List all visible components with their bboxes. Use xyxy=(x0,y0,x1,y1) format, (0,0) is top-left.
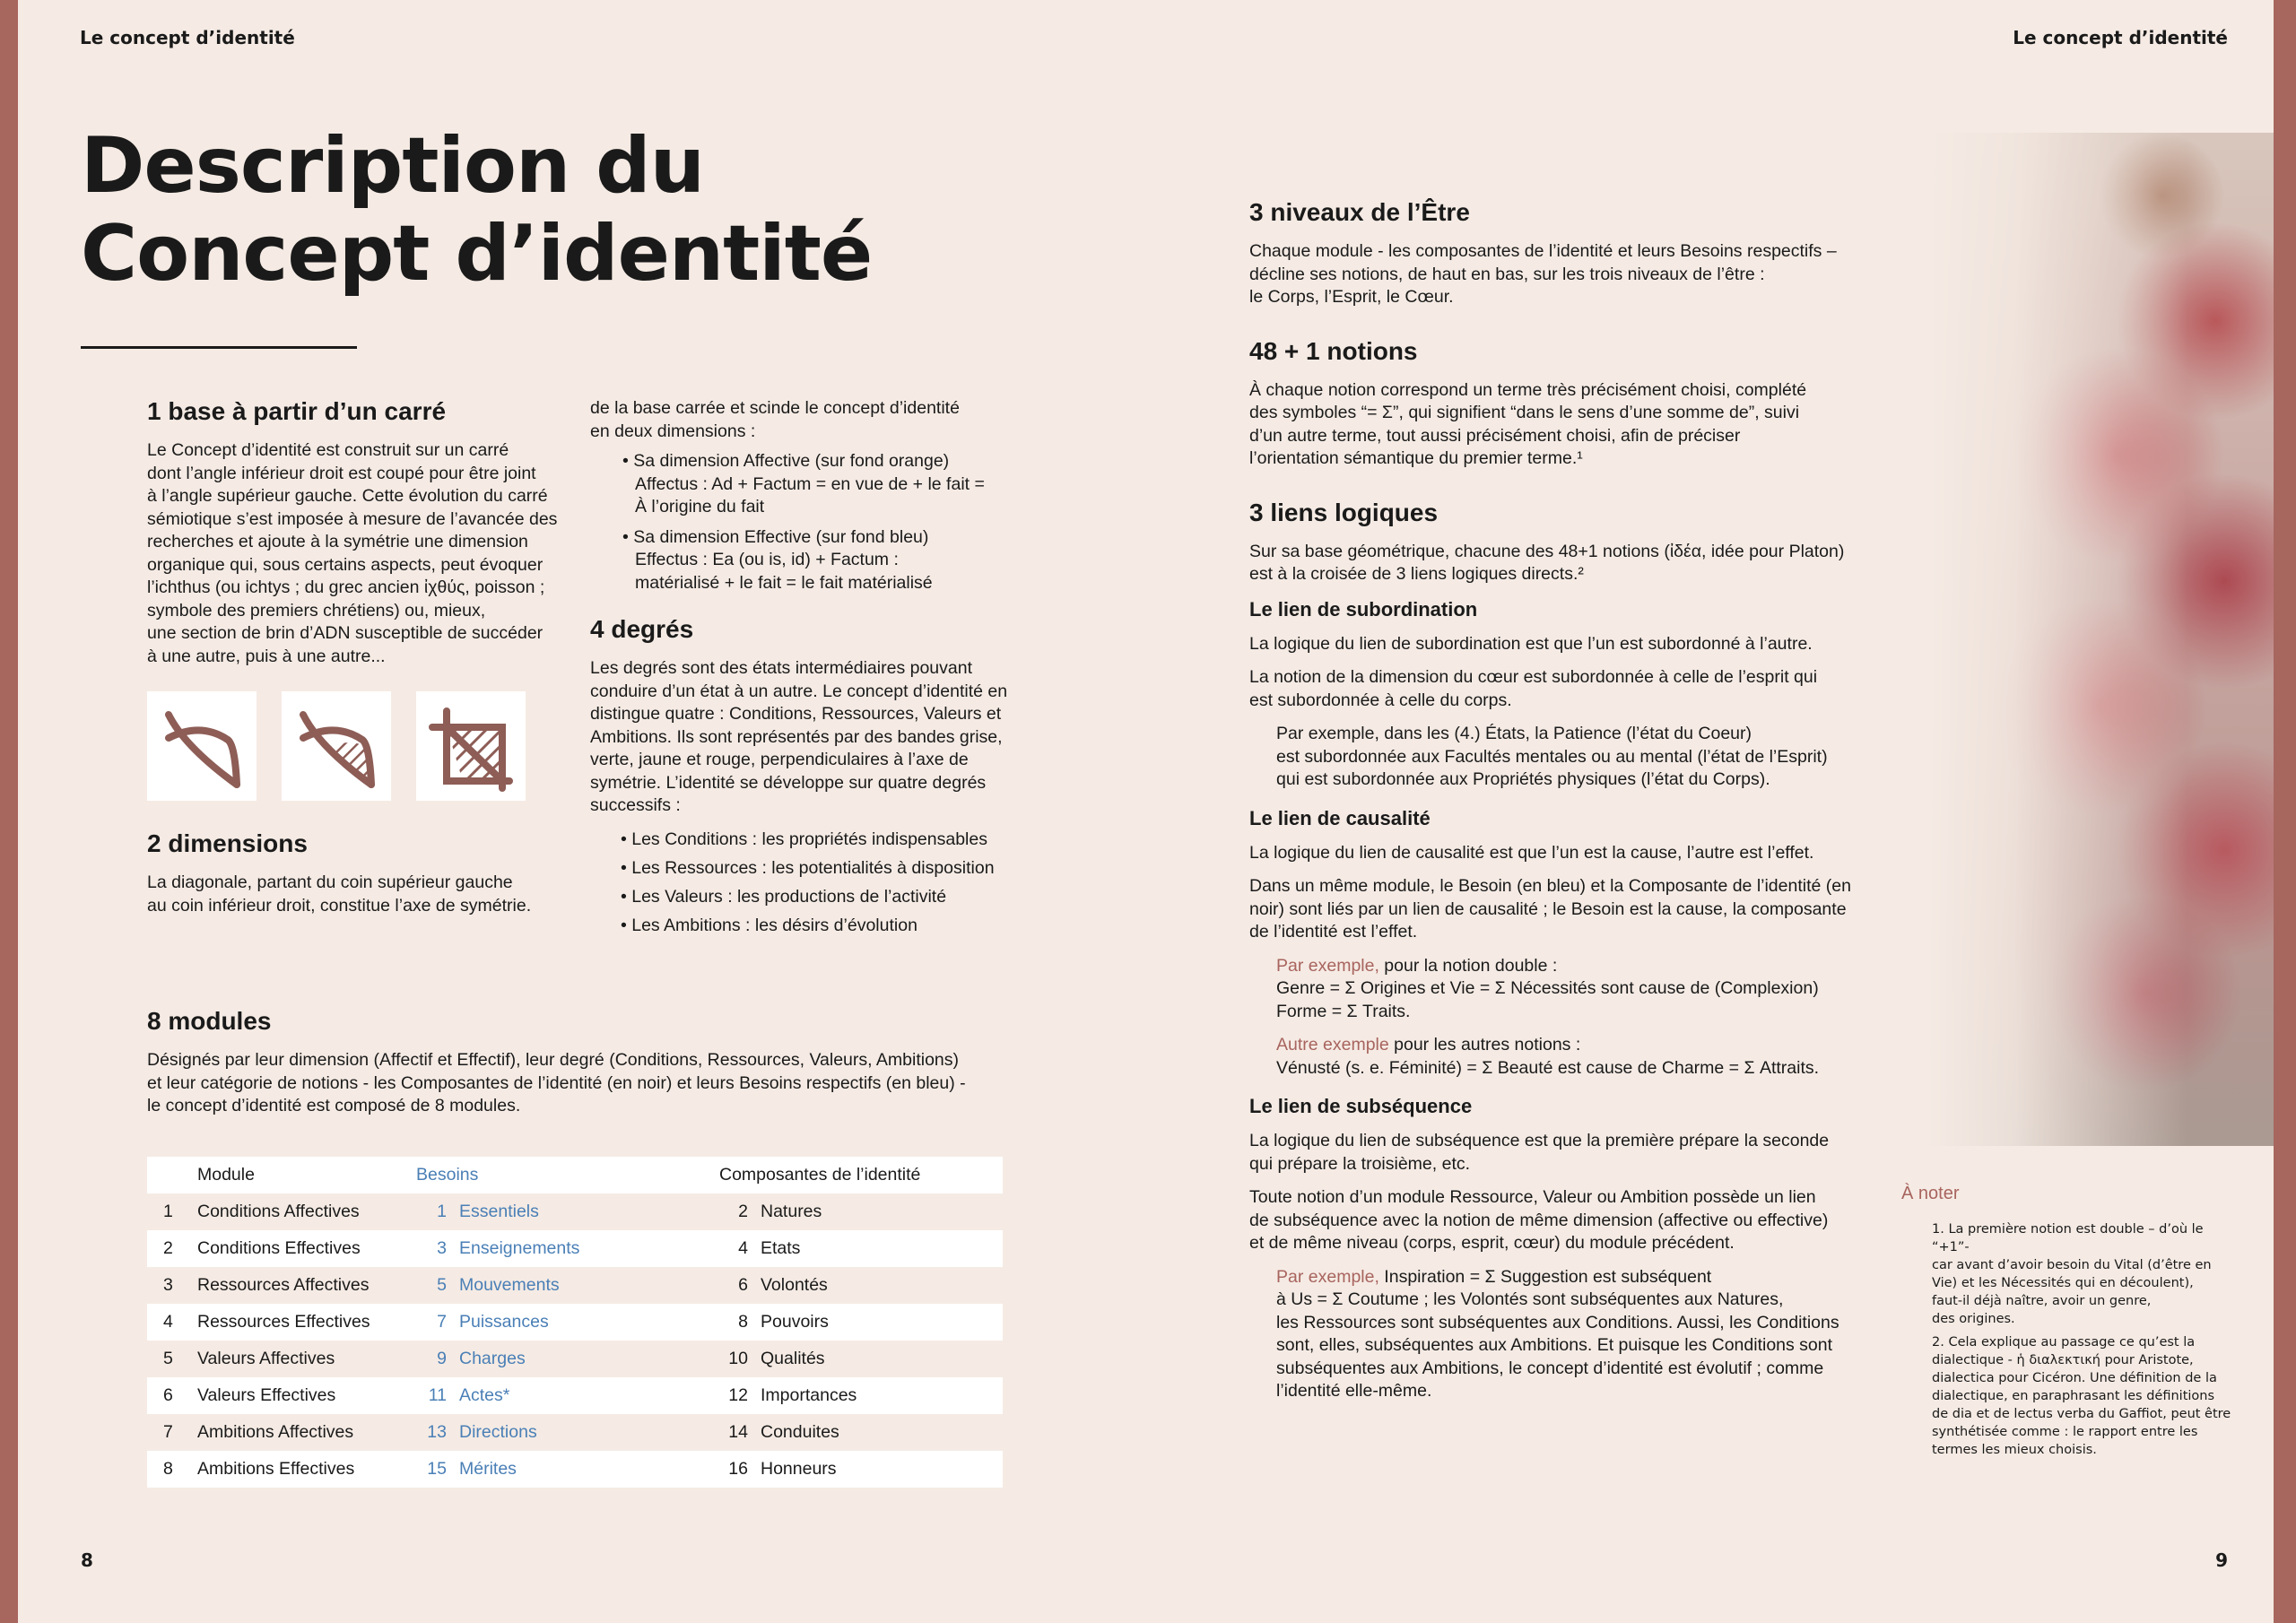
s4-line: Les degrés sont des états intermédiaires pouvant xyxy=(590,658,973,678)
row-number: 8 xyxy=(163,1459,173,1479)
modules-table xyxy=(147,1157,1003,1488)
cau-line: noir) sont liés par un lien de causalité ; le Besoin est la cause, la composante xyxy=(1249,898,1847,919)
row-number: 5 xyxy=(163,1349,173,1368)
row-comp-number: 12 xyxy=(728,1385,748,1405)
s2-line: au coin inférieur droit, constitue l’axe de symétrie. xyxy=(147,895,532,916)
row-comp-number: 10 xyxy=(728,1349,748,1368)
row-comp-number: 6 xyxy=(738,1275,748,1295)
note-line: dialectique, en paraphrasant les définitions xyxy=(1932,1389,2215,1403)
row-module: Ressources Affectives xyxy=(197,1275,370,1295)
row-besoin: Mérites xyxy=(459,1459,517,1479)
s1-line: une section de brin d’ADN susceptible de succéder xyxy=(147,623,544,643)
r2-line: des symboles “= Σ”, qui signifient “dans le sens d’une somme de”, suivi xyxy=(1249,403,1800,422)
note-line: des origines. xyxy=(1932,1312,2015,1326)
sub-line: est subordonnée à celle du corps. xyxy=(1249,690,1512,710)
note-line: 2. Cela explique au passage ce qu’est la xyxy=(1932,1335,2196,1350)
s4-line: symétrie. L’identité se développe sur quatre degrés xyxy=(590,772,987,793)
hatched-square-icon xyxy=(416,691,526,801)
s1-title: 1 base à partir d’un carré xyxy=(147,397,447,425)
row-number: 2 xyxy=(163,1238,173,1258)
row-comp-number: 14 xyxy=(728,1422,748,1442)
photo-fade xyxy=(1928,133,2274,1146)
row-besoin-number: 1 xyxy=(437,1202,447,1221)
row-composante: Etats xyxy=(761,1238,801,1258)
note-2 xyxy=(1901,1333,2233,1459)
seq-ex-line: les Ressources sont subséquentes aux Conditions. Aussi, les Conditions xyxy=(1276,1312,1839,1332)
page-number-right: 9 xyxy=(2215,1549,2228,1571)
table-header xyxy=(147,1157,1003,1193)
s4-line: verte, jaune et rouge, perpendiculaires à l’axe de xyxy=(590,750,969,769)
section-2-dimensions xyxy=(147,829,569,928)
row-composante: Qualités xyxy=(761,1349,825,1368)
row-besoin: Actes* xyxy=(459,1385,510,1405)
section-1-base xyxy=(147,396,569,679)
cau-line: Dans un même module, le Besoin (en bleu) et la Composante de l’identité (en xyxy=(1249,876,1851,896)
causalite-p2 xyxy=(1249,875,1868,944)
r2-line: À chaque notion correspond un terme très précisément choisi, complété xyxy=(1249,379,1807,400)
seq-line: qui prépare la troisième, etc. xyxy=(1249,1153,1471,1174)
row-besoin-number: 15 xyxy=(427,1459,447,1479)
section-dimensions-cont xyxy=(590,397,1039,940)
note-line: synthétisée comme : le rapport entre les xyxy=(1932,1425,2198,1439)
table-row xyxy=(147,1230,1003,1267)
sub-ex-line: est subordonnée aux Facultés mentales ou au mental (l’état de l’Esprit) xyxy=(1276,746,1828,767)
row-module: Ambitions Affectives xyxy=(197,1422,354,1442)
s4-line: successifs : xyxy=(590,795,681,815)
row-composante: Natures xyxy=(761,1202,822,1221)
subordination-example xyxy=(1249,723,1868,792)
example-label: Autre exemple xyxy=(1276,1035,1389,1055)
example-label: Par exemple, xyxy=(1276,955,1379,976)
dim1-line: • Sa dimension Affective (sur fond orange) xyxy=(622,451,950,471)
row-composante: Conduites xyxy=(761,1422,839,1442)
table-row xyxy=(147,1193,1003,1230)
seq-line: La logique du lien de subséquence est que la première prépare la seconde xyxy=(1249,1131,1830,1150)
table-row xyxy=(147,1267,1003,1304)
s1-line: Le Concept d’identité est construit sur un carré xyxy=(147,440,509,460)
row-comp-number: 16 xyxy=(728,1459,748,1479)
s1-line: l’ichthus (ou ichtys ; du grec ancien ἰχθύς, poisson ; xyxy=(147,577,545,597)
r1-line: Chaque module - les composantes de l’identité et leurs Besoins respectifs – xyxy=(1249,241,1837,261)
header-module: Module xyxy=(197,1165,255,1185)
row-comp-number: 4 xyxy=(738,1238,748,1258)
r3-text xyxy=(1249,541,1868,586)
row-besoin-number: 3 xyxy=(437,1238,447,1258)
table-row xyxy=(147,1304,1003,1341)
s8-text xyxy=(147,1049,1026,1118)
dna-icon xyxy=(282,691,391,801)
s8-line: et leur catégorie de notions - les Composantes de l’identité (en noir) et leurs Besoins respectifs (en bleu) - xyxy=(147,1072,966,1093)
sub-line: La notion de la dimension du cœur est subordonnée à celle de l’esprit qui xyxy=(1249,667,1818,687)
row-besoin-number: 13 xyxy=(427,1422,447,1442)
table-row xyxy=(147,1414,1003,1451)
section-8-modules xyxy=(147,1006,1026,1129)
seq-ex-line: à Us = Σ Coutume ; les Volontés sont subséquentes aux Natures, xyxy=(1276,1289,1784,1309)
s1-text xyxy=(147,439,569,668)
subordination-title: Le lien de subordination xyxy=(1249,597,1478,621)
row-besoin-number: 5 xyxy=(437,1275,447,1295)
fish-icon xyxy=(147,691,257,801)
note-line: de dia et de lectus verba du Gaffiot, peut être xyxy=(1932,1407,2231,1421)
seq-ex-line: sont, elles, subséquentes aux Ambitions. Et puisque les Conditions sont xyxy=(1276,1335,1833,1355)
list-item: • Les Conditions : les propriétés indispensables xyxy=(621,829,987,849)
dim2-line: • Sa dimension Effective (sur fond bleu) xyxy=(622,526,929,547)
r1-line: le Corps, l’Esprit, le Cœur. xyxy=(1249,287,1454,307)
r1-title: 3 niveaux de l’Être xyxy=(1249,198,1470,226)
r3-line: Sur sa base géométrique, chacune des 48+1 notions (ἰδέα, idée pour Platon) xyxy=(1249,541,1845,561)
table-row xyxy=(147,1377,1003,1414)
row-module: Conditions Affectives xyxy=(197,1202,360,1221)
row-comp-number: 8 xyxy=(738,1312,748,1332)
s1-line: recherches et ajoute à la symétrie une dimension xyxy=(147,532,528,551)
note-title: À noter xyxy=(1901,1184,1960,1203)
r3-title: 3 liens logiques xyxy=(1249,498,1439,526)
row-composante: Importances xyxy=(761,1385,857,1405)
s1-line: à une autre, puis à une autre... xyxy=(147,646,386,666)
causalite-title: Le lien de causalité xyxy=(1249,806,1431,829)
r2-title: 48 + 1 notions xyxy=(1249,336,1418,365)
row-comp-number: 2 xyxy=(738,1202,748,1221)
s8-line: Désignés par leur dimension (Affectif et Effectif), leur degré (Conditions, Ressources, Valeurs, Ambitions) xyxy=(147,1050,959,1070)
s1-line: organique qui, sous certains aspects, peut évoquer xyxy=(147,554,544,575)
title-line-1: Description du xyxy=(81,121,704,211)
note-line: 1. La première notion est double – d’où le “+1”- xyxy=(1932,1222,2204,1254)
subsequence-p1 xyxy=(1249,1130,1868,1176)
seq-line: de subséquence avec la notion de même dimension (affective ou effective) xyxy=(1249,1210,1829,1230)
header-besoins: Besoins xyxy=(416,1165,479,1185)
page-number-left: 8 xyxy=(81,1549,93,1571)
s4-line: distingue quatre : Conditions, Ressources, Valeurs et xyxy=(590,704,1002,724)
s2-text xyxy=(147,872,569,917)
row-module: Conditions Effectives xyxy=(197,1238,361,1258)
note-line: dialectica pour Cicéron. Une définition de la xyxy=(1932,1371,2217,1385)
title-rule xyxy=(81,346,357,349)
seq-line: et de même niveau (corps, esprit, cœur) du module précédent. xyxy=(1249,1233,1735,1253)
row-besoin: Enseignements xyxy=(459,1238,580,1258)
dimension-effective xyxy=(590,526,1039,595)
s8-title: 8 modules xyxy=(147,1007,272,1035)
note-line: car avant d’avoir besoin du Vital (d’être en xyxy=(1932,1258,2212,1272)
note-1 xyxy=(1901,1220,2233,1328)
r1-text xyxy=(1249,240,1868,309)
table-row xyxy=(147,1451,1003,1488)
row-besoin: Essentiels xyxy=(459,1202,539,1221)
list-item: • Les Ambitions : les désirs d’évolution xyxy=(621,915,918,935)
row-composante: Pouvoirs xyxy=(761,1312,829,1332)
dim1-line: À l’origine du fait xyxy=(635,497,765,516)
causalite-example-2 xyxy=(1249,1034,1868,1080)
list-item: • Les Valeurs : les productions de l’activité xyxy=(621,886,947,907)
note-line: faut-il déjà naître, avoir un genre, xyxy=(1932,1294,2152,1308)
seq-ex-line: Inspiration = Σ Suggestion est subséquent xyxy=(1378,1266,1712,1287)
list-item: • Les Ressources : les potentialités à disposition xyxy=(621,857,995,878)
note-line: dialectique - ἡ διαλεκτική pour Aristote, xyxy=(1932,1353,2194,1367)
dim2-line: matérialisé + le fait = le fait matérialisé xyxy=(635,572,933,593)
row-besoin-number: 7 xyxy=(437,1312,447,1332)
row-number: 7 xyxy=(163,1422,173,1442)
s4-text xyxy=(590,657,1039,818)
row-besoin: Mouvements xyxy=(459,1275,560,1295)
row-composante: Volontés xyxy=(761,1275,828,1295)
s1-line: symbole des premiers chrétiens) ou, mieux, xyxy=(147,600,486,621)
row-composante: Honneurs xyxy=(761,1459,837,1479)
row-number: 3 xyxy=(163,1275,173,1295)
subsequence-p2 xyxy=(1249,1186,1868,1255)
row-besoin: Puissances xyxy=(459,1312,549,1332)
dimension-affective xyxy=(590,450,1039,519)
notes-box xyxy=(1901,1184,2233,1464)
row-besoin: Charges xyxy=(459,1349,526,1368)
c2-line: en deux dimensions : xyxy=(590,421,756,441)
s4-title: 4 degrés xyxy=(590,615,694,643)
cau-ex-line: Forme = Σ Traits. xyxy=(1276,1001,1411,1021)
row-module: Ambitions Effectives xyxy=(197,1459,355,1479)
row-number: 4 xyxy=(163,1312,173,1332)
seq-ex-line: subséquentes aux Ambitions, le concept d’identité est évolutif ; comme xyxy=(1276,1358,1824,1378)
degrees-list xyxy=(590,825,1039,940)
running-header-left: Le concept d’identité xyxy=(80,27,295,48)
s2-title: 2 dimensions xyxy=(147,829,308,857)
s4-line: conduire d’un état à un autre. Le concept d’identité en xyxy=(590,681,1008,701)
r2-line: l’orientation sémantique du premier terme.¹ xyxy=(1249,448,1583,468)
sub-ex-line: qui est subordonnée aux Propriétés physiques (l’état du Corps). xyxy=(1276,769,1770,789)
s4-line: Ambitions. Ils sont représentés par des bandes grise, xyxy=(590,726,1003,747)
s1-line: à l’angle supérieur gauche. Cette évolution du carré xyxy=(147,486,548,506)
row-module: Valeurs Effectives xyxy=(197,1385,336,1405)
r2-line: d’un autre terme, tout aussi précisément choisi, afin de préciser xyxy=(1249,425,1741,446)
cau-ex-line: pour les autres notions : xyxy=(1388,1035,1581,1055)
dim2-line: Effectus : Ea (ou is, id) + Factum : xyxy=(635,550,899,569)
dim1-line: Affectus : Ad + Factum = en vue de + le fait = xyxy=(635,473,985,494)
c2-text xyxy=(590,397,1039,443)
title-line-2: Concept d’identité xyxy=(81,209,873,299)
cau-ex-line: Vénusté (s. e. Féminité) = Σ Beauté est cause de Charme = Σ Attraits. xyxy=(1276,1057,1820,1078)
causalite-example-1 xyxy=(1249,955,1868,1024)
note-line: Vie) et les Nécessités qui en découlent), xyxy=(1932,1276,2194,1290)
page-title xyxy=(81,122,872,298)
row-besoin-number: 11 xyxy=(428,1385,447,1405)
subordination-p2 xyxy=(1249,666,1868,712)
sub-ex-line: Par exemple, dans les (4.) États, la Patience (l’état du Coeur) xyxy=(1276,724,1752,743)
example-label: Par exemple, xyxy=(1276,1266,1379,1287)
header-composantes: Composantes de l’identité xyxy=(719,1165,921,1185)
cau-ex-line: Genre = Σ Origines et Vie = Σ Nécessités sont cause de (Complexion) xyxy=(1276,978,1819,998)
subordination-p1: La logique du lien de subordination est que l’un est subordonné à l’autre. xyxy=(1249,633,1813,654)
row-number: 1 xyxy=(163,1202,173,1221)
r2-text xyxy=(1249,379,1868,471)
running-header-right: Le concept d’identité xyxy=(2013,27,2228,48)
subsequence-example xyxy=(1249,1266,1868,1403)
note-line: termes les mieux choisis. xyxy=(1932,1443,2097,1457)
row-number: 6 xyxy=(163,1385,173,1405)
s8-line: le concept d’identité est composé de 8 modules. xyxy=(147,1096,521,1115)
table-row xyxy=(147,1341,1003,1377)
subsequence-title: Le lien de subséquence xyxy=(1249,1095,1473,1117)
row-besoin-number: 9 xyxy=(437,1349,447,1368)
seq-line: Toute notion d’un module Ressource, Valeur ou Ambition possède un lien xyxy=(1249,1187,1816,1207)
row-besoin: Directions xyxy=(459,1422,537,1442)
r1-line: décline ses notions, de haut en bas, sur les trois niveaux de l’être : xyxy=(1249,264,1765,284)
s1-line: sémiotique s’est imposée à mesure de l’avancée des xyxy=(147,508,558,529)
row-module: Valeurs Affectives xyxy=(197,1349,335,1368)
seq-ex-line: l’identité elle-même. xyxy=(1276,1381,1432,1401)
r3-line: est à la croisée de 3 liens logiques directs.² xyxy=(1249,564,1584,584)
cau-ex-line: pour la notion double : xyxy=(1378,955,1558,976)
right-column xyxy=(1249,197,1868,1414)
s1-line: dont l’angle inférieur droit est coupé pour être joint xyxy=(147,463,536,483)
magazine-spread xyxy=(18,0,2274,1623)
cau-line: de l’identité est l’effet. xyxy=(1249,922,1418,942)
c2-line: de la base carrée et scinde le concept d’identité xyxy=(590,398,960,418)
row-module: Ressources Effectives xyxy=(197,1312,370,1332)
s2-line: La diagonale, partant du coin supérieur gauche xyxy=(147,872,513,892)
causalite-p1: La logique du lien de causalité est que l’un est la cause, l’autre est l’effet. xyxy=(1249,842,1814,863)
